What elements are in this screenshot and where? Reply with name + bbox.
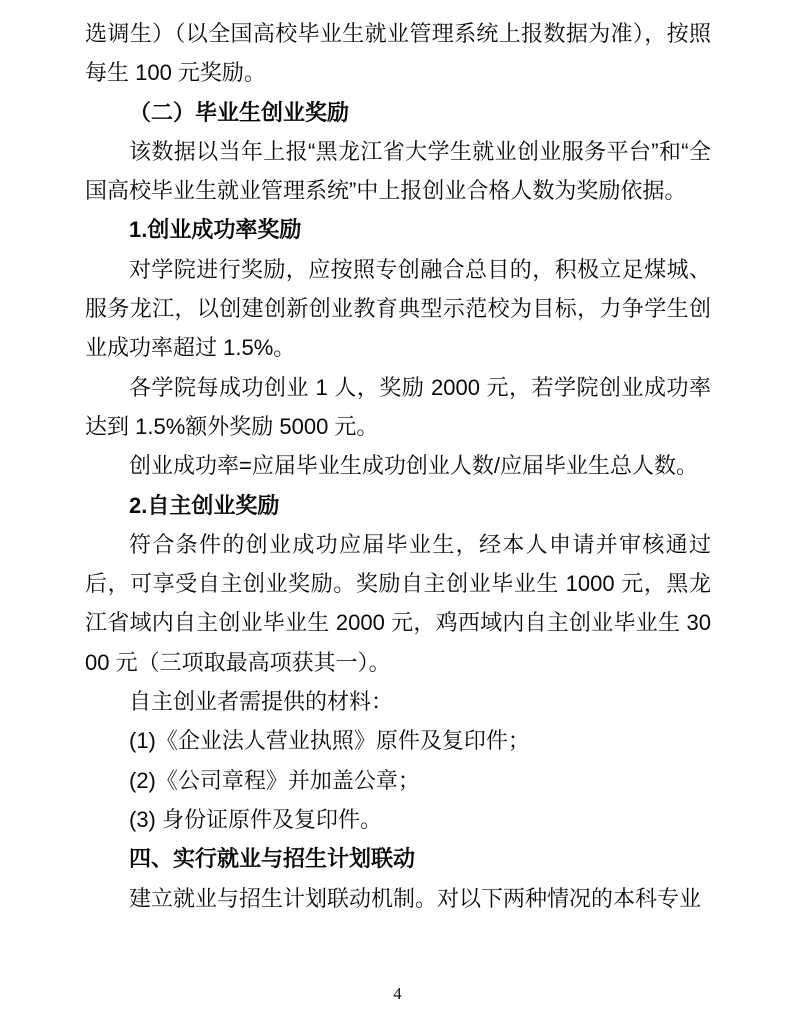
paragraph-enrollment-mechanism: 建立就业与招生计划联动机制。对以下两种情况的本科专业	[129, 885, 702, 911]
subheading-self-employment: 2.自主创业奖励	[129, 492, 280, 518]
paragraph-continuation: 选调生）（以全国高校毕业生就业管理系统上报数据为准），按照每生 100 元奖励。	[85, 21, 711, 86]
paragraph-success-rate-formula: 创业成功率=应届毕业生成功创业人数/应届毕业生总人数。	[129, 453, 698, 479]
list-item-id-card: (3) 身份证原件及复印件。	[129, 806, 383, 832]
paragraph-data-source: 该数据以当年上报“黑龙江省大学生就业创业服务平台”和“全国高校毕业生就业管理系统”中上报创业合格人数为奖励依据。	[85, 138, 711, 204]
section-heading-graduate-reward: （二）毕业生创业奖励	[129, 99, 350, 125]
paragraph-materials-intro: 自主创业者需提供的材料：	[129, 689, 394, 715]
list-item-business-license: (1)《企业法人营业执照》原件及复印件；	[129, 728, 530, 754]
paragraph-reward-amounts: 各学院每成功创业 1 人，奖励 2000 元，若学院创业成功率达到 1.5%额外奖励 5000 元。	[85, 374, 711, 439]
list-item-company-charter: (2)《公司章程》并加盖公章；	[129, 767, 420, 793]
section-heading-enrollment-link: 四、实行就业与招生计划联动	[129, 846, 416, 872]
paragraph-self-employment-rules: 符合条件的创业成功应届毕业生，经本人申请并审核通过后，可享受自主创业奖励。奖励自主创业毕业生 1000 元，黑龙江省域内自主创业毕业生 2000 元，鸡西域内自主创业毕业生 3000 元（三项取最高项获其一）。	[85, 531, 711, 675]
subheading-success-rate-reward: 1.创业成功率奖励	[129, 217, 302, 243]
paragraph-college-reward: 对学院进行奖励，应按照专创融合总目的，积极立足煤城、服务龙江，以创建创新创业教育典型示范校为目标，力争学生创业成功率超过 1.5%。	[85, 256, 711, 361]
page-number: 4	[393, 984, 402, 1003]
